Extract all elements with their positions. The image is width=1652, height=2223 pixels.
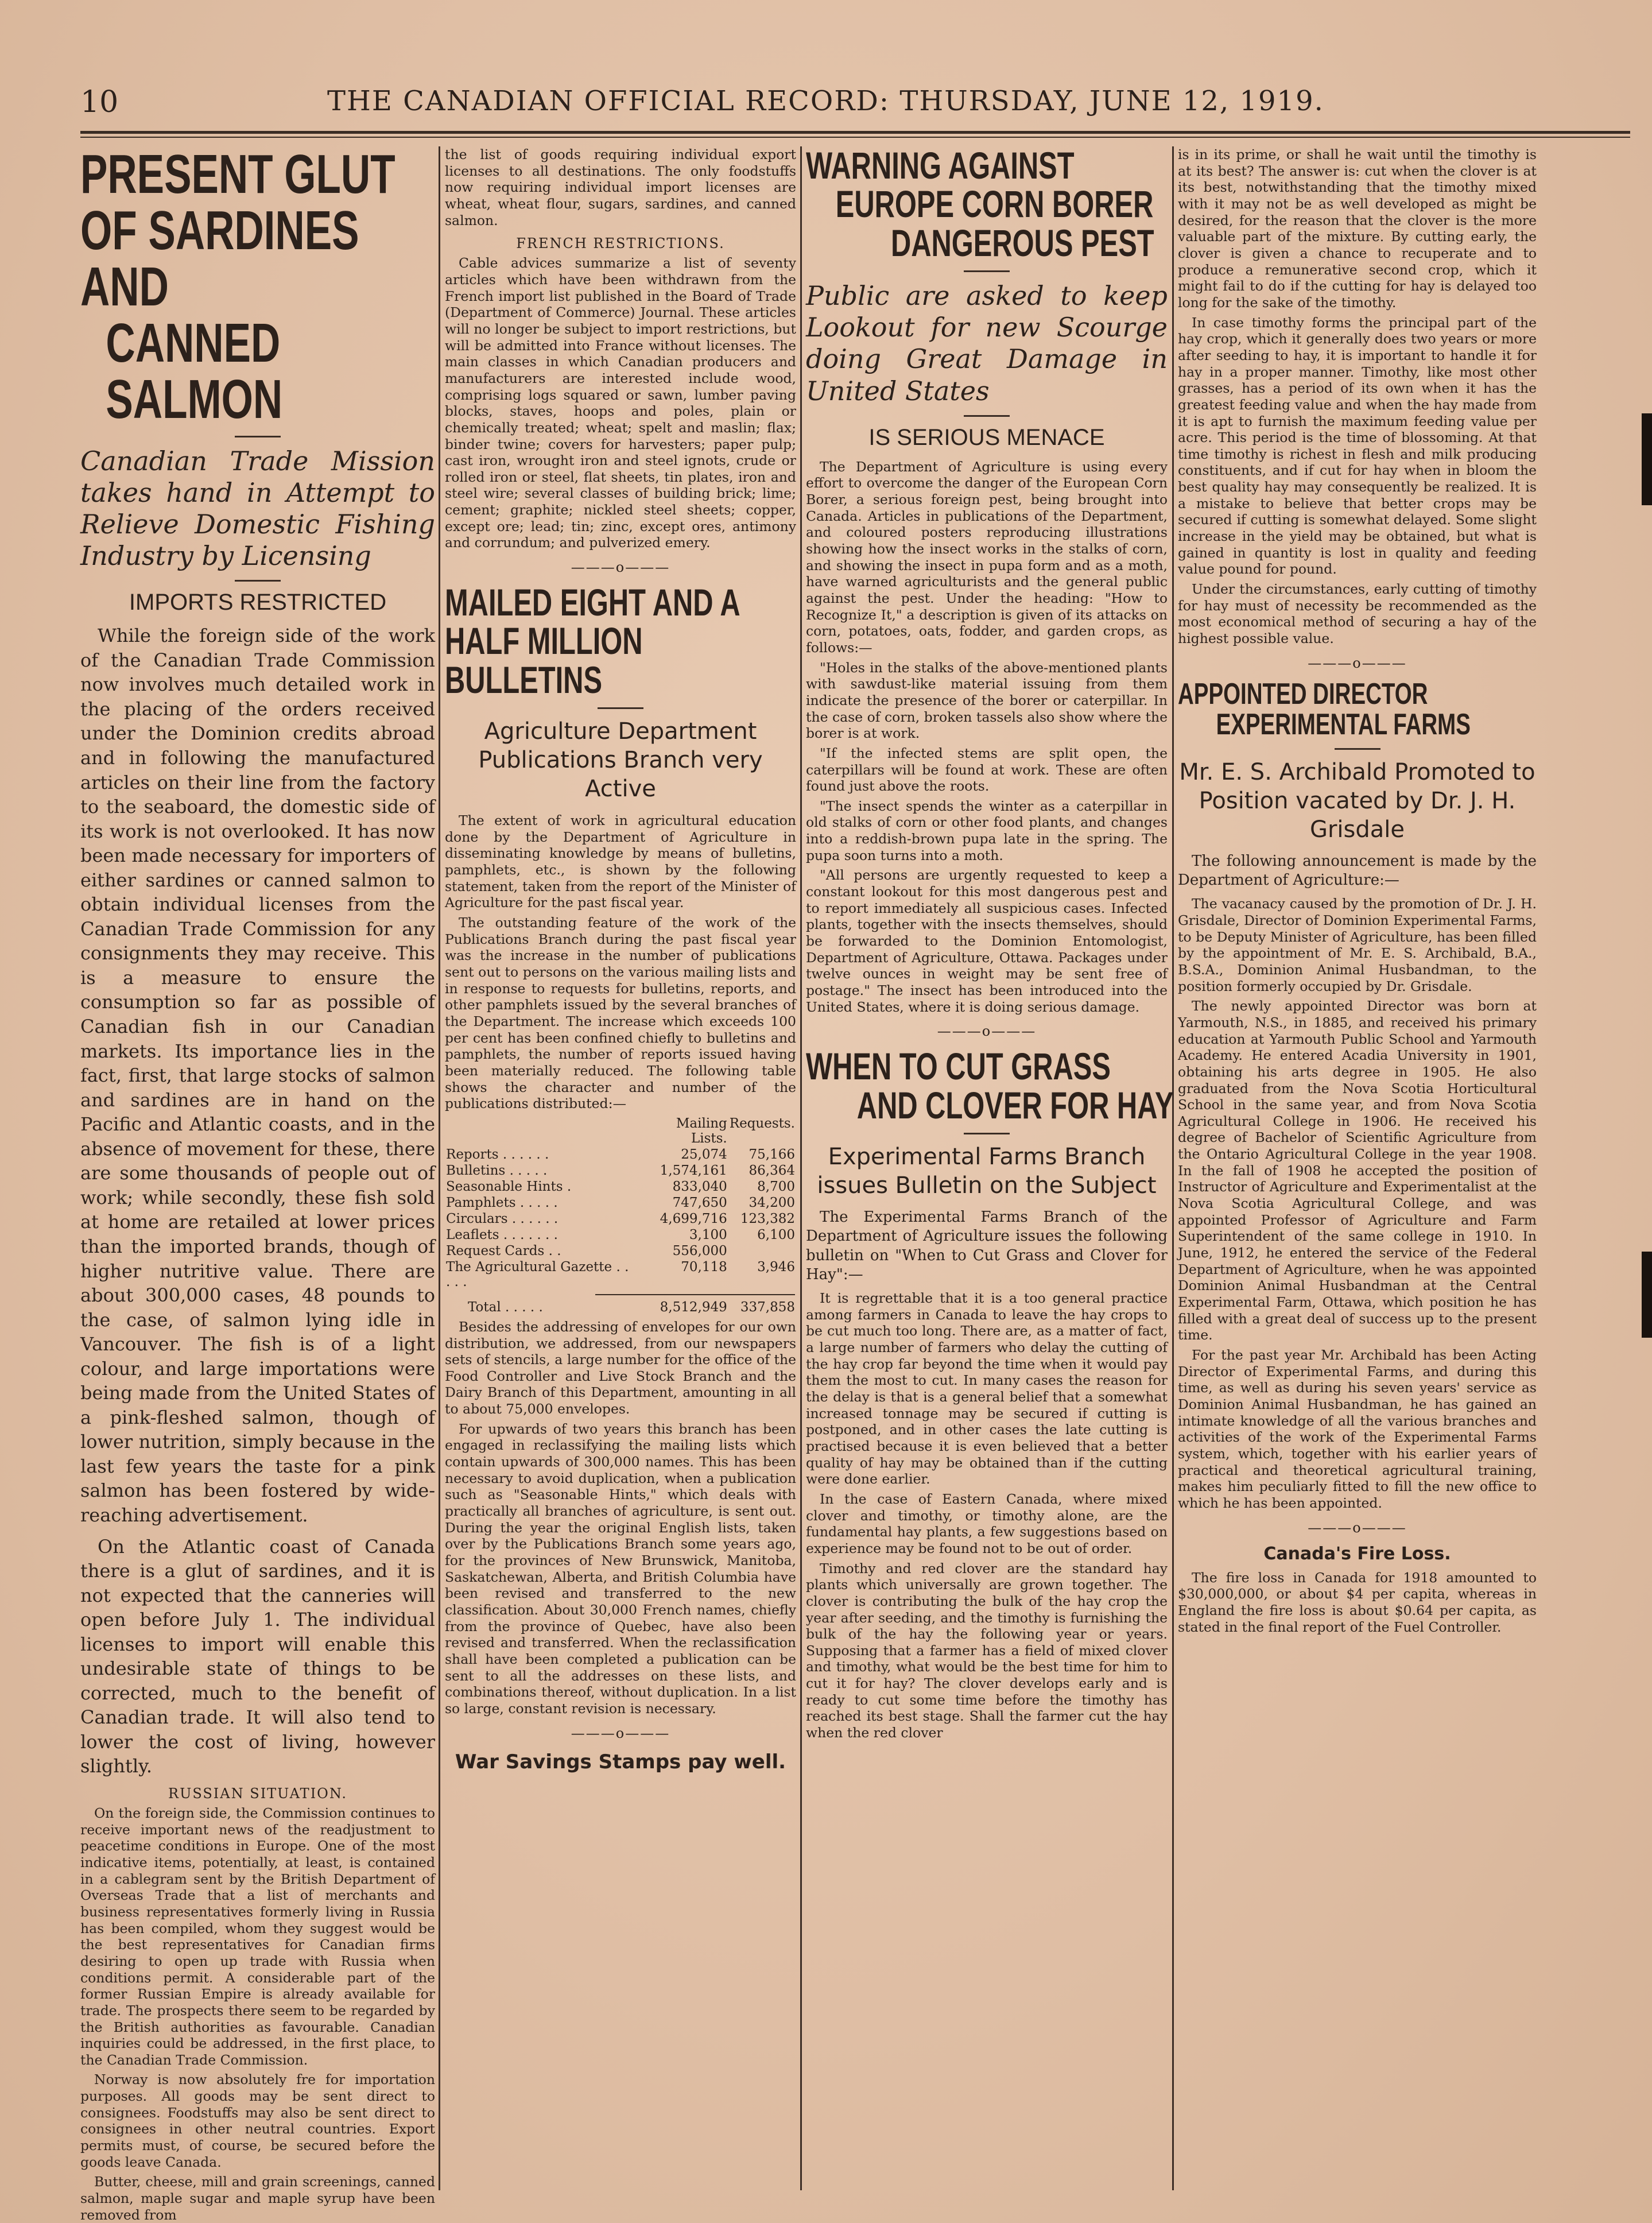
headline-line: APPOINTED DIRECTOR: [1178, 677, 1428, 711]
paragraph: The newly appointed Director was born at Yarmouth, N.S., in 1885, and received his primary education at Yarmouth Public School and Yarmouth Academy. He entered Acadia University in 1901, obtaining his arts degree in 1905. He also graduated from the Nova Scotia Horticultural School in the same year, and from Nova Scotia Agricultural College in 1906. He received his degree of Bachelor of Scientific Agriculture from the Ontario Agricultural College in the year 1908. In the fall of 1908 he accepted the position of Instructor of Agriculture and Experimentalist at the Nova Scotia Agricultural College, and was appointed Professor of Agriculture and Farm Superintendent of the same college in 1910. In June, 1912, he entered the service of the Federal Department of Agriculture, when he was appointed Dominion Animal Husbandman at the Central Experimental Farm, Ottawa, which position he has filled with a great deal of success up to the present time.: [1178, 998, 1537, 1343]
requests-value: 34,200: [749, 1195, 795, 1210]
running-head: THE CANADIAN OFFICIAL RECORD: THURSDAY, JUNE 12, 1919.: [327, 85, 1324, 117]
ornament: ———o———: [937, 1023, 1037, 1040]
paragraph: Butter, cheese, mill and grain screenings, canned salmon, maple sugar and maple syrup have been removed from: [80, 2174, 435, 2223]
mailing-value: 3,100: [689, 1227, 727, 1242]
requests-value: 3,946: [757, 1259, 795, 1275]
headline-bulletins: [445, 583, 796, 699]
paragraph: "If the infected stems are split open, the caterpillars will be found at work. These are often found just above the roots.: [806, 745, 1168, 795]
paragraph: "The insect spends the winter as a caterpillar in old stalks of corn or other food plants, and changes into a reddish-brown pupa late in the spring. The pupa soon turns into a moth.: [806, 797, 1168, 863]
binding-mark: [1642, 1252, 1652, 1338]
mailing-value: 25,074: [681, 1147, 727, 1162]
article-deck: Experimental Farms Branch issues Bulletin on the Subject: [817, 1143, 1157, 1199]
subhead: IS SERIOUS MENACE: [868, 424, 1105, 450]
headline-line: EUROPE CORN BORER: [835, 183, 1154, 226]
column-header: Requests.: [729, 1116, 795, 1131]
requests-value: 8,700: [757, 1179, 795, 1194]
mailing-value: 4,699,716: [660, 1211, 727, 1226]
divider: [964, 415, 1010, 417]
paragraph: On the foreign side, the Commission continues to receive important news of the readjustment to peacetime conditions in Europe. One of the most indicative items, potentially, at least, is contained in a cablegram sent by the British Department of Overseas Trade that a list of merchants and business representatives formerly living in Russia has been compiled, whom they suggest would be the best representatives for Canadian firms desiring to open up trade with Russia when conditions permit. A considerable part of the former Russian Empire is already available for trade. The prospects there seem to be regarded by the British authorities as favourable. Canadian inquiries could be addressed, in the first place, to the Canadian Trade Commission.: [80, 1804, 435, 2068]
requests-value: 6,100: [757, 1227, 795, 1242]
table-row: [445, 1211, 796, 1227]
headline-line: WARNING AGAINST: [806, 144, 1075, 187]
ornament: ———o———: [571, 559, 670, 576]
header-rule: [80, 131, 1630, 134]
publications-table: [445, 1116, 796, 1315]
table-row: [445, 1259, 796, 1290]
table-row: [445, 1243, 796, 1259]
mailing-value: 70,118: [681, 1259, 727, 1275]
paragraph: In case timothy forms the principal part of the hay crop, which it generally does two years or more after seeding to hay, it is important to handle it for hay in a proper manner. Timothy, like most other grasses, has a period of its own when it has the greatest feeding value and when the hay made from it is apt to furnish the maximum feeding value per acre. This period is the time of blossoming. At that time timothy is richest in flesh and milk producing constituents, and if cut for hay when in bloom the best quality hay may consequently be realized. It is a mistake to believe that better crops may be secured if cutting is somewhat delayed. Some slight increase in the yield may be obtained, but what is gained in quantity is lost in quality and feeding value pound for pound.: [1178, 314, 1537, 578]
column-header: Mailing Lists.: [676, 1116, 727, 1146]
paragraph: is in its prime, or shall he wait until the timothy is at its best? The answer is: cut when the clover is at its best, notwithstanding that the timothy mixed with it may not be as well developed as might be desired, for the reason that the clover is the more valuable part of the mixture. By cutting early, the clover is given a chance to recuperate and to produce a remunerative second crop, which it might fail to do if the cutting for hay is delayed too long for the sake of the timothy.: [1178, 146, 1537, 311]
article-deck: Canadian Trade Mission takes hand in Attempt to Relieve Domestic Fishing Industry by Licensing: [80, 445, 435, 572]
headline-line: HALF MILLION BULLETINS: [445, 619, 643, 701]
war-savings-notice: War Savings Stamps pay well.: [455, 1750, 786, 1773]
table-row: [445, 1147, 796, 1163]
article-deck: Agriculture Department Publications Branch very Active: [478, 718, 763, 803]
row-label: The Agricultural Gazette . . . . .: [446, 1259, 629, 1289]
mailing-value: 747,650: [672, 1195, 727, 1210]
row-label: Reports . . . . . .: [446, 1147, 549, 1162]
column-rule: [800, 146, 802, 2190]
headline-grass-clover: [806, 1045, 1174, 1126]
divider: [964, 1133, 1010, 1134]
paragraph: The vacanacy caused by the promotion of Dr. J. H. Grisdale, Director of Dominion Experimental Farms, to be Deputy Minister of Agriculture, has been filled by the appointment of Mr. E. S. Archibald, B.A., B.S.A., Dominion Animal Husbandman, to the position formerly occupied by Dr. Grisdale.: [1178, 896, 1537, 994]
column-4: [1178, 146, 1537, 2190]
mailing-value: 1,574,161: [660, 1163, 727, 1178]
row-label: Seasonable Hints .: [446, 1179, 572, 1194]
divider: [964, 270, 1010, 272]
table-row: [445, 1195, 796, 1211]
section-head: RUSSIAN SITUATION.: [168, 1785, 347, 1802]
row-label: Request Cards . .: [446, 1243, 561, 1258]
requests-value: 86,364: [749, 1163, 795, 1178]
paragraph: Besides the addressing of envelopes for our own distribution, we addressed, from our newspapers sets of stencils, a large number for the office of the Food Controller and Live Stock Branch and the Dairy Branch of this Department, amounting in all to about 75,000 envelopes.: [445, 1318, 796, 1418]
ornament: ———o———: [1308, 654, 1407, 671]
headline-line: CANNED SALMON: [106, 312, 283, 430]
row-label: Total . . . . .: [468, 1299, 543, 1315]
article-deck: Mr. E. S. Archibald Promoted to Position vacated by Dr. J. H. Grisdale: [1179, 758, 1535, 843]
row-label: Leaflets . . . . . . .: [446, 1227, 558, 1242]
paragraph: Norway is now absolutely fre for importation purposes. All goods may be sent direct to consignees. Foodstuffs may also be sent direct to consignees in other neutral countries. Export permits must, of course, be secured before the goods leave Canada.: [80, 2071, 435, 2170]
paragraph: The fire loss in Canada for 1918 amounted to $30,000,000, or about $4 per capita, whereas in England the fire loss is about $0.64 per capita, as stated in the final report of the Fuel Controller.: [1178, 1569, 1537, 1635]
paragraph: "All persons are urgently requested to keep a constant lookout for this most dangerous pest and to report immediately all suspicious cases. Infected plants, together with the insects themselves, should be forwarded to the Dominion Entomologist, Department of Agriculture, Ottawa. Packages under twelve ounces in weight may be sent free of postage." The insect has been introduced into the United States, where it is doing serious damage.: [806, 867, 1168, 1015]
paragraph: For the past year Mr. Archibald has been Acting Director of Experimental Farms, and during this time, as well as during his seven years' service as Dominion Animal Husbandman, he has gained an intimate knowledge of all the various branches and activities of the work of the Experimental Farms system, which, together with his earlier years of practical and theoretical agricultural training, makes him peculiarly fitted to fill the new office to which he has been appointed.: [1178, 1347, 1537, 1511]
paragraph: It is regrettable that it is a too general practice among farmers in Canada to leave the hay crops to be cut much too long. There are, as a matter of fact, a large number of farmers who delay the cutting of the hay crop far beyond the time when it would pay them the most to cut. In many cases the reason for the delay is that is a general belief that a somewhat increased tonnage may be secured if cutting is postponed, and in other cases the late cutting is practised because it is even believed that a better quality of hay may be obtained than if the cutting were done earlier.: [806, 1290, 1168, 1488]
page-header: [80, 85, 1630, 125]
column-2: [445, 146, 796, 2190]
headline-line: OF SARDINES AND: [80, 199, 359, 317]
column-rule: [1172, 146, 1174, 2190]
article-deck: Public are asked to keep Lookout for new Scourge doing Great Damage in United States: [806, 280, 1168, 406]
headline-line: MAILED EIGHT AND A: [445, 581, 740, 624]
column-rule: [439, 146, 440, 2190]
table-row: [445, 1179, 796, 1195]
paragraph: the list of goods requiring individual export licenses to all destinations. The only foodstuffs now requiring individual import licenses are wheat, wheat flour, sugars, sardines, and canned salmon.: [445, 146, 796, 229]
mailing-total: 8,512,949: [660, 1299, 727, 1315]
paragraph: The extent of work in agricultural education done by the Department of Agriculture in disseminating knowledge by means of bulletins, pamphlets, etc., is shown by the following statement, taken from the report of the Minister of Agriculture for the past fiscal year.: [445, 812, 796, 911]
section-head: FRENCH RESTRICTIONS.: [516, 235, 725, 252]
headline-sardines: [80, 146, 435, 428]
headline-line: PRESENT GLUT: [80, 144, 395, 205]
paragraph: For upwards of two years this branch has been engaged in reclassifying the mailing lists which contain upwards of 300,000 names. This has been necessary to avoid duplication, when a publication such as "Seasonable Hints," which deals with practically all branches of agriculture, is sent out. During the year the original English lists, taken over by the Publications Branch some years ago, for the provinces of New Brunswick, Manitoba, Saskatchewan, Alberta, and British Columbia have been revised and transferred to the new classification. About 30,000 French names, chiefly from the province of Quebec, have also been revised and transferred. When the reclassification shall have been completed a publication can be sent to all the addresses on these lists, and combinations thereof, without duplication. In a list so large, constant revision is necessary.: [445, 1420, 796, 1717]
paragraph: On the Atlantic coast of Canada there is a glut of sardines, and it is not expected that the canneries will open before July 1. The individual licenses to import will enable this undesirable state of things to be corrected, much to the benefit of Canadian trade. It will also tend to lower the cost of living, however slightly.: [80, 1535, 435, 1777]
headline-line: EXPERIMENTAL FARMS: [1216, 707, 1471, 741]
section-head: Canada's Fire Loss.: [1263, 1543, 1451, 1564]
paragraph: Cable advices summarize a list of seventy articles which have been withdrawn from the French import list published in the Board of Trade (Department of Commerce) Journal. These articles will no longer be subject to import restrictions, but will be admitted into France without licenses. The main classes in which Canadian producers and manufacturers are interested include wood, comprising logs squared or sawn, lumber paving blocks, staves, hoops and poles, plain or chemically treated; wheat; spelt and maslin; flax; binder twine; covers for harvesters; paper pulp; cast iron, wrought iron and steel ignots, crude or rolled iron or steel, flat sheets, tin plates, iron and steel wire; several classes of building brick; lime; cement; graphite; nickled steel sheets; copper, except ore; lead; tin; zinc, except ores, antimony and corrundum; and pulverized emery.: [445, 255, 796, 551]
divider: [598, 707, 643, 709]
headline-line: WHEN TO CUT GRASS: [806, 1045, 1111, 1088]
paragraph: Under the circumstances, early cutting of timothy for hay must of necessity be recommended as the most economical method of securing a hay of the highest possible value.: [1178, 581, 1537, 647]
row-label: Bulletins . . . . .: [446, 1163, 548, 1178]
table-header-row: [445, 1116, 796, 1147]
headline-line: DANGEROUS PEST: [891, 221, 1154, 264]
table-total-row: [445, 1299, 796, 1315]
page-number: 10: [80, 85, 119, 119]
ornament: ———o———: [1308, 1519, 1407, 1536]
paragraph: Timothy and red clover are the standard hay plants which universally are grown together. The clover is contributing the bulk of the hay crop the year after seeding, and the timothy is furnishing the bulk of the hay the following year or years. Supposing that a farmer has a field of mixed clover and timothy, what would be the best time for him to cut it for hay? The clover develops early and is ready to cut some time before the timothy has reached its best stage. Shall the farmer cut the hay when the red clover: [806, 1560, 1168, 1741]
paragraph: The outstanding feature of the work of the Publications Branch during the past fiscal year was the increase in the number of publications sent out to persons on the various mailing lists and in response to requests for bulletins, reports, and other pamphlets issued by the several branches of the Department. The increase which exceeds 100 per cent has been confined chiefly to bulletins and pamphlets, the number of reports issued having been materially reduced. The following table shows the character and number of the publications distributed:—: [445, 914, 796, 1112]
paragraph: In the case of Eastern Canada, where mixed clover and timothy, or timothy alone, are the fundamental hay plants, a few suggestions based on experience may be found not to be out of order.: [806, 1490, 1168, 1556]
subhead: IMPORTS RESTRICTED: [129, 590, 387, 615]
headline-appointed-director: [1178, 679, 1537, 740]
header-rule-thin: [80, 137, 1630, 138]
paragraph: "Holes in the stalks of the above-mentioned plants with sawdust-like material issuing from them indicate the presence of the borer or caterpillar. In the case of corn, broken tassels also show where the borer is at work.: [806, 659, 1168, 742]
table-row: [445, 1227, 796, 1243]
divider: [235, 580, 281, 582]
divider: [1335, 748, 1380, 750]
mailing-value: 556,000: [672, 1243, 727, 1258]
paragraph: The following announcement is made by the Department of Agriculture:—: [1178, 852, 1537, 889]
row-label: Pamphlets . . . . .: [446, 1195, 558, 1210]
headline-line: AND CLOVER FOR HAY: [856, 1083, 1174, 1126]
mailing-value: 833,040: [672, 1179, 727, 1194]
requests-value: 123,382: [740, 1211, 795, 1226]
paragraph: The Department of Agriculture is using every effort to overcome the danger of the European Corn Borer, a serious foreign pest, being brought into Canada. Articles in publications of the Department, and coloured posters reproducing illustrations showing how the insect works in the stalks of corn, and showing the insect in pupa form and as a moth, have warned agriculturists and the general public against the pest. Under the heading: "How to Recognize It," a description is given of its attacks on corn, potatoes, oats, fodder, and garden crops, as follows:—: [806, 458, 1168, 656]
column-3: [806, 144, 1174, 2190]
headline-corn-borer: [806, 146, 1168, 262]
table-row: [445, 1163, 796, 1179]
requests-value: 75,166: [749, 1147, 795, 1162]
paragraph: The Experimental Farms Branch of the Department of Agriculture issues the following bulletin on "When to Cut Grass and Clover for Hay":—: [806, 1208, 1168, 1283]
row-label: Circulars . . . . . .: [446, 1211, 559, 1226]
ornament: ———o———: [571, 1725, 670, 1741]
binding-mark: [1642, 413, 1652, 505]
requests-total: 337,858: [740, 1299, 795, 1315]
requests-value: [728, 1243, 796, 1259]
divider: [235, 436, 281, 437]
column-1: [80, 144, 435, 2223]
paragraph: While the foreign side of the work of the Canadian Trade Commission now involves much detailed work in the placing of the orders received under the Dominion credits abroad and in following the manufactured articles on their line from the factory to the seaboard, the domestic side of its work is not overlooked. It has now been made necessary for importers of either sardines or canned salmon to obtain individual licenses from the Canadian Trade Commission for any consignments they may receive. This is a measure to ensure the consumption so far as possible of Canadian fish in our Canadian markets. Its importance lies in the fact, first, that large stocks of salmon and sardines are in hand on the Pacific and Atlantic coasts, and in the absence of movement for these, there are some thousands of people out of work; while secondly, these fish sold at home are retailed at lower prices than the imported brands, though of higher nutritive value. There are about 300,000 cases, 48 pounds to the case, of salmon lying idle in Vancouver. The fish is of a light colour, and large importations were being made from the United States of a pink-fleshed salmon, though of lower nutrition, simply because in the last few years the taste for a pink salmon has been fostered by wide-reaching advertisement.: [80, 625, 435, 1526]
